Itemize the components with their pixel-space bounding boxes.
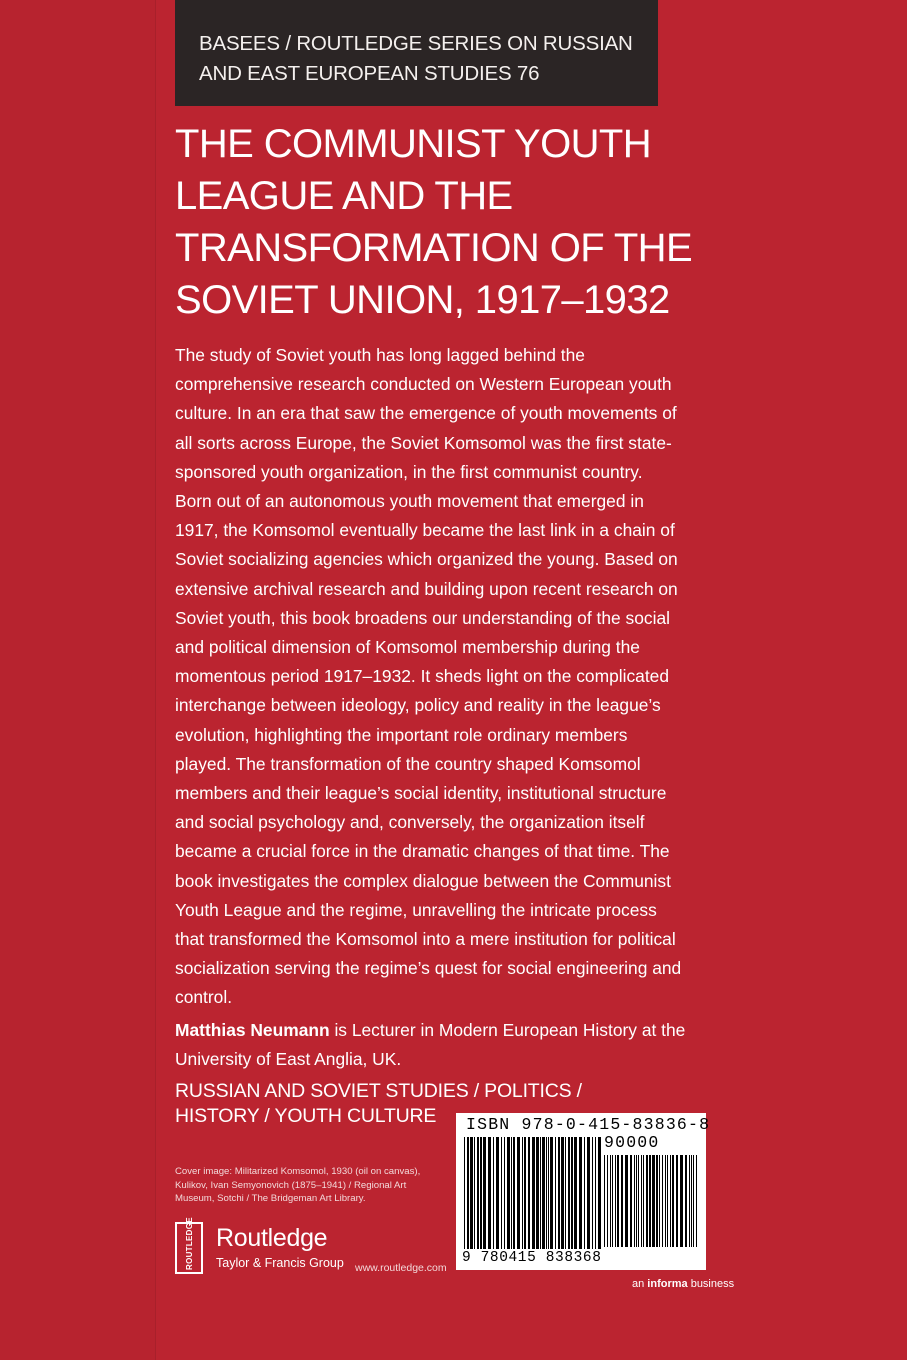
informa-prefix: an	[632, 1278, 648, 1290]
author-bio	[175, 1016, 685, 1074]
series-banner	[175, 0, 658, 106]
barcode-bar	[496, 1137, 499, 1249]
price-code: 90000	[604, 1133, 660, 1152]
barcode	[456, 1113, 711, 1270]
blurb-line: socialization serving the regime’s quest for social engineering and	[175, 958, 682, 979]
barcode-bar	[672, 1155, 674, 1247]
barcode-bar	[667, 1155, 668, 1247]
barcode-bar	[574, 1137, 577, 1249]
author-affiliation: University of East Anglia, UK.	[175, 1049, 402, 1069]
price-barcode-bars	[604, 1155, 699, 1247]
barcode-bar	[615, 1155, 616, 1247]
barcode-bar	[656, 1155, 658, 1247]
blurb	[175, 341, 735, 1013]
barcode-bar	[501, 1137, 502, 1249]
barcode-bar	[676, 1155, 678, 1247]
barcode-bar	[464, 1137, 465, 1249]
blurb-line: The study of Soviet youth has long lagged behind the	[175, 345, 585, 365]
series-line: BASEES / ROUTLEDGE SERIES ON RUSSIAN	[199, 32, 633, 55]
barcode-bar	[643, 1155, 644, 1247]
publisher-name: Routledge	[216, 1224, 328, 1252]
barcode-bar	[649, 1155, 651, 1247]
barcode-bar	[641, 1155, 642, 1247]
barcode-bar	[524, 1137, 526, 1249]
blurb-line: culture. In an era that saw the emergence of youth movements of	[175, 403, 677, 424]
blurb-line: became a crucial force in the dramatic changes of that time. The	[175, 841, 670, 862]
credit-line: Kulikov, Ivan Semyonovich (1875–1941) / Regional Art	[175, 1179, 407, 1191]
barcode-bar	[691, 1155, 692, 1247]
barcode-bar	[548, 1137, 549, 1249]
barcode-bar	[532, 1137, 535, 1249]
barcode-bar	[483, 1137, 486, 1249]
barcode-bar	[513, 1137, 515, 1249]
barcode-bar	[617, 1155, 619, 1247]
blurb-line: control.	[175, 987, 233, 1008]
publisher-url: www.routledge.com	[355, 1262, 447, 1274]
blurb-line: that transformed the Komsomol into a mere institution for political	[175, 929, 676, 950]
informa-suffix: business	[687, 1278, 735, 1290]
blurb-line: members and their league’s social identity, institutional structure	[175, 783, 667, 804]
blurb-line: 1917, the Komsomol eventually became the last link in a chain of	[175, 520, 675, 541]
barcode-bar	[665, 1155, 666, 1247]
barcode-bar	[634, 1155, 635, 1247]
barcode-bar	[598, 1137, 601, 1249]
author-line	[175, 1016, 685, 1045]
barcode-bar	[604, 1155, 605, 1247]
subject-line: RUSSIAN AND SOVIET STUDIES / POLITICS /	[175, 1080, 582, 1102]
blurb-line: extensive archival research and building upon recent research on	[175, 578, 678, 599]
barcode-bar	[662, 1155, 663, 1247]
blurb-line: momentous period 1917–1932. It sheds light on the complicated	[175, 666, 670, 687]
cover-image-credit	[175, 1165, 420, 1206]
spine-shade	[0, 0, 156, 1360]
blurb-line: and political dimension of Komsomol membership during the	[175, 637, 640, 658]
barcode-bar	[558, 1137, 560, 1249]
barcode-bar	[550, 1137, 553, 1249]
barcode-bar	[571, 1137, 573, 1249]
barcode-bar	[638, 1155, 639, 1247]
title-line: TRANSFORMATION OF THE	[175, 226, 693, 270]
barcode-bar	[685, 1155, 687, 1247]
barcode-bar	[511, 1137, 512, 1249]
barcode-bar	[587, 1137, 590, 1249]
barcode-bar	[612, 1155, 613, 1247]
barcode-bar	[693, 1155, 694, 1247]
barcode-bar	[595, 1137, 596, 1249]
blurb-line: Soviet socializing agencies which organized the young. Based on	[175, 549, 678, 570]
title-line: SOVIET UNION, 1917–1932	[175, 278, 670, 322]
barcode-bar	[470, 1137, 473, 1249]
blurb-line: book investigates the complex dialogue between the Communist	[175, 870, 671, 891]
barcode-bar	[561, 1137, 564, 1249]
barcode-bar	[488, 1137, 491, 1249]
barcode-bar	[474, 1137, 475, 1249]
barcode-bar	[689, 1155, 690, 1247]
barcode-bar	[607, 1155, 608, 1247]
subject-line: HISTORY / YOUTH CULTURE	[175, 1105, 437, 1127]
barcode-bar	[536, 1137, 539, 1249]
barcode-bar	[522, 1137, 523, 1249]
credit-line: Cover image: Militarized Komsomol, 1930 (oil on canvas),	[175, 1166, 421, 1177]
barcode-bar	[568, 1137, 570, 1249]
author-name: Matthias Neumann	[175, 1020, 330, 1040]
ean-barcode-bars	[464, 1137, 604, 1249]
barcode-bar	[480, 1137, 482, 1249]
barcode-bar	[517, 1137, 520, 1249]
ean-digits: 9 780415 838368	[462, 1250, 602, 1266]
series-line: AND EAST EUROPEAN STUDIES 76	[199, 62, 540, 85]
barcode-bar	[630, 1155, 632, 1247]
barcode-bar	[652, 1155, 655, 1247]
routledge-mark-text: ROUTLEDGE	[185, 1217, 194, 1270]
blurb-line: sponsored youth organization, in the first communist country.	[175, 461, 643, 482]
barcode-bar	[540, 1137, 541, 1249]
barcode-bar	[584, 1137, 585, 1249]
barcode-bar	[670, 1155, 671, 1247]
barcode-bar	[507, 1137, 510, 1249]
title-line: LEAGUE AND THE	[175, 174, 513, 218]
barcode-bar	[592, 1137, 593, 1249]
isbn-text: ISBN 978-0-415-83836-8	[466, 1115, 711, 1134]
barcode-bar	[636, 1155, 637, 1247]
barcode-bar	[528, 1137, 530, 1249]
book-title	[175, 118, 775, 326]
author-role: is Lecturer in Modern European History at the	[329, 1020, 686, 1040]
barcode-bar	[546, 1137, 547, 1249]
blurb-line: interchange between ideology, policy and reality in the league’s	[175, 695, 661, 716]
barcode-bar	[659, 1155, 660, 1247]
barcode-bar	[696, 1155, 697, 1247]
blurb-line: played. The transformation of the country shaped Komsomol	[175, 753, 641, 774]
title-line: THE COMMUNIST YOUTH	[175, 122, 652, 166]
barcode-bar	[555, 1137, 556, 1249]
publisher-group: Taylor & Francis Group	[216, 1256, 344, 1270]
routledge-mark-icon	[175, 1217, 203, 1274]
barcode-bar	[625, 1155, 628, 1247]
barcode-bar	[680, 1155, 683, 1247]
blurb-line: all sorts across Europe, the Soviet Komsomol was the first state-	[175, 432, 672, 453]
barcode-bar	[565, 1137, 566, 1249]
blurb-line: Youth League and the regime, unravelling the intricate process	[175, 899, 657, 920]
credit-line: Museum, Sotchi / The Bridgeman Art Library.	[175, 1193, 366, 1204]
blurb-line: Soviet youth, this book broadens our understanding of the social	[175, 607, 670, 628]
barcode-bar	[477, 1137, 479, 1249]
blurb-line: evolution, highlighting the important role ordinary members	[175, 724, 628, 745]
blurb-line: and social psychology and, conversely, the organization itself	[175, 812, 645, 833]
barcode-bar	[493, 1137, 494, 1249]
informa-name: informa	[647, 1278, 688, 1290]
blurb-line: comprehensive research conducted on Western European youth	[175, 374, 672, 395]
barcode-bar	[467, 1137, 469, 1249]
barcode-bar	[621, 1155, 623, 1247]
informa-tagline	[632, 1278, 734, 1290]
barcode-bar	[579, 1137, 582, 1249]
blurb-line: Born out of an autonomous youth movement that emerged in	[175, 491, 644, 512]
barcode-bar	[610, 1155, 611, 1247]
barcode-bar	[646, 1155, 648, 1247]
barcode-bar	[542, 1137, 545, 1249]
publisher-logo	[175, 1217, 365, 1278]
barcode-bar	[504, 1137, 505, 1249]
